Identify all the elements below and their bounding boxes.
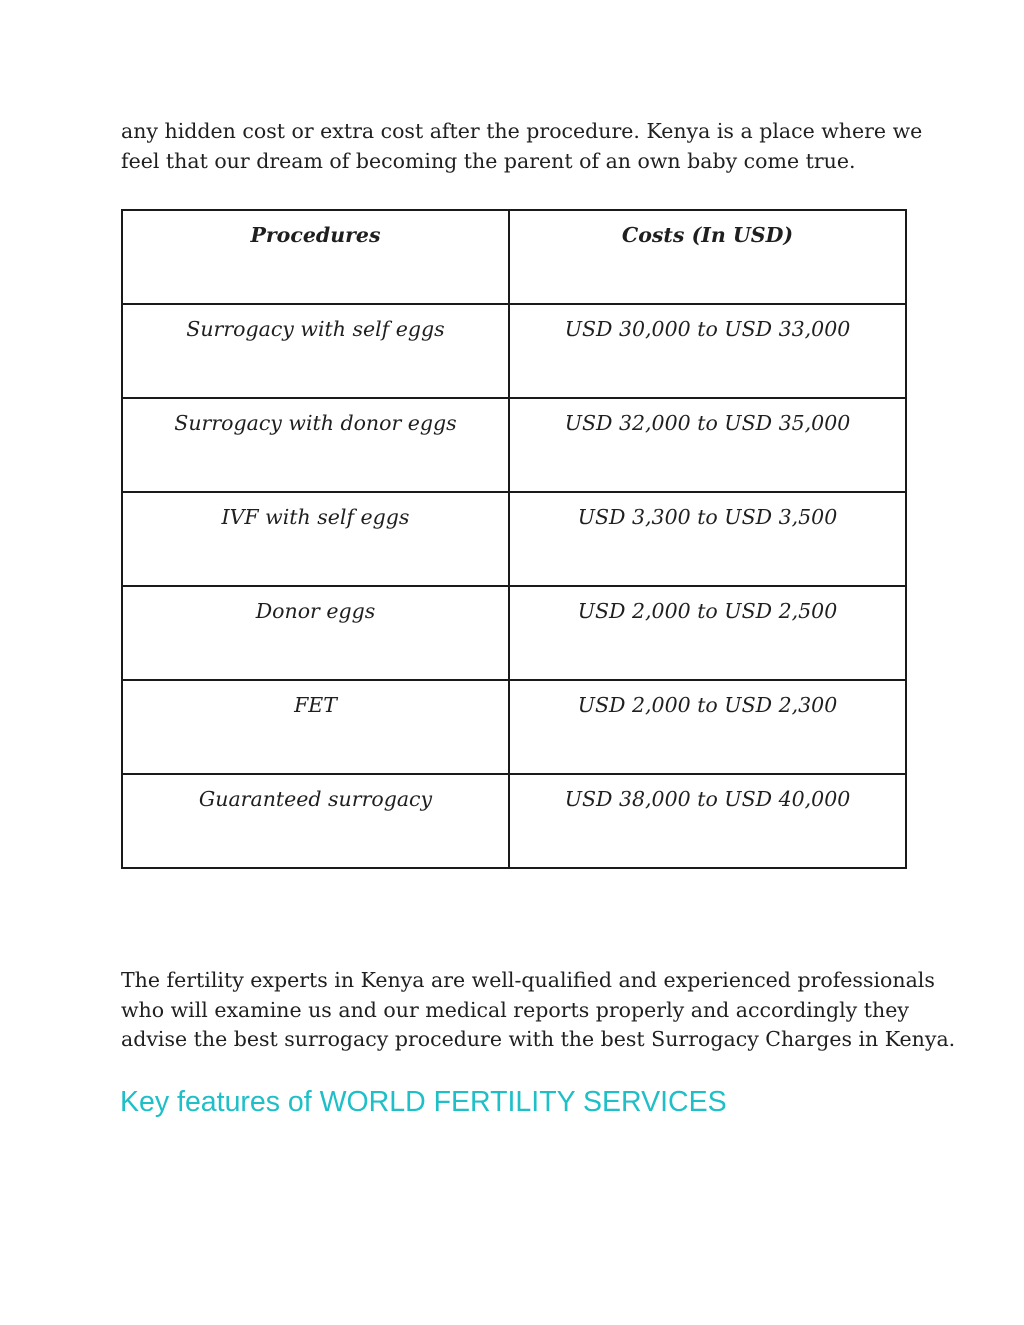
procedure-cell: FET xyxy=(122,680,509,774)
procedure-cost-table xyxy=(121,209,907,869)
section-heading: Key features of WORLD FERTILITY SERVICES xyxy=(120,1086,727,1118)
procedure-cell: Donor eggs xyxy=(122,586,509,680)
outro-line: The fertility experts in Kenya are well-qualified and experienced professionals xyxy=(121,968,935,992)
header-costs: Costs (In USD) xyxy=(509,210,906,304)
outro-paragraph xyxy=(121,966,956,1055)
cost-cell: USD 2,000 to USD 2,500 xyxy=(509,586,906,680)
cost-cell: USD 32,000 to USD 35,000 xyxy=(509,398,906,492)
table-row xyxy=(122,774,906,868)
cost-cell: USD 2,000 to USD 2,300 xyxy=(509,680,906,774)
table-row xyxy=(122,586,906,680)
outro-line: who will examine us and our medical reports properly and accordingly they xyxy=(121,997,909,1022)
header-procedures: Procedures xyxy=(122,210,509,304)
cost-cell: USD 3,300 to USD 3,500 xyxy=(509,492,906,586)
table-row xyxy=(122,304,906,398)
table-header-row xyxy=(122,210,906,304)
table-row xyxy=(122,680,906,774)
procedure-cell: Surrogacy with self eggs xyxy=(122,304,509,398)
procedure-cell: Guaranteed surrogacy xyxy=(122,774,509,868)
procedure-cell: Surrogacy with donor eggs xyxy=(122,398,509,492)
procedure-cell: IVF with self eggs xyxy=(122,492,509,586)
table-row xyxy=(122,492,906,586)
intro-line: any hidden cost or extra cost after the procedure. Kenya is a place where we xyxy=(121,119,923,143)
intro-line: feel that our dream of becoming the parent of an own baby come true. xyxy=(121,148,856,173)
intro-paragraph xyxy=(121,117,923,176)
cost-cell: USD 38,000 to USD 40,000 xyxy=(509,774,906,868)
table-row xyxy=(122,398,906,492)
outro-line: advise the best surrogacy procedure with the best Surrogacy Charges in Kenya. xyxy=(121,1027,956,1051)
cost-cell: USD 30,000 to USD 33,000 xyxy=(509,304,906,398)
